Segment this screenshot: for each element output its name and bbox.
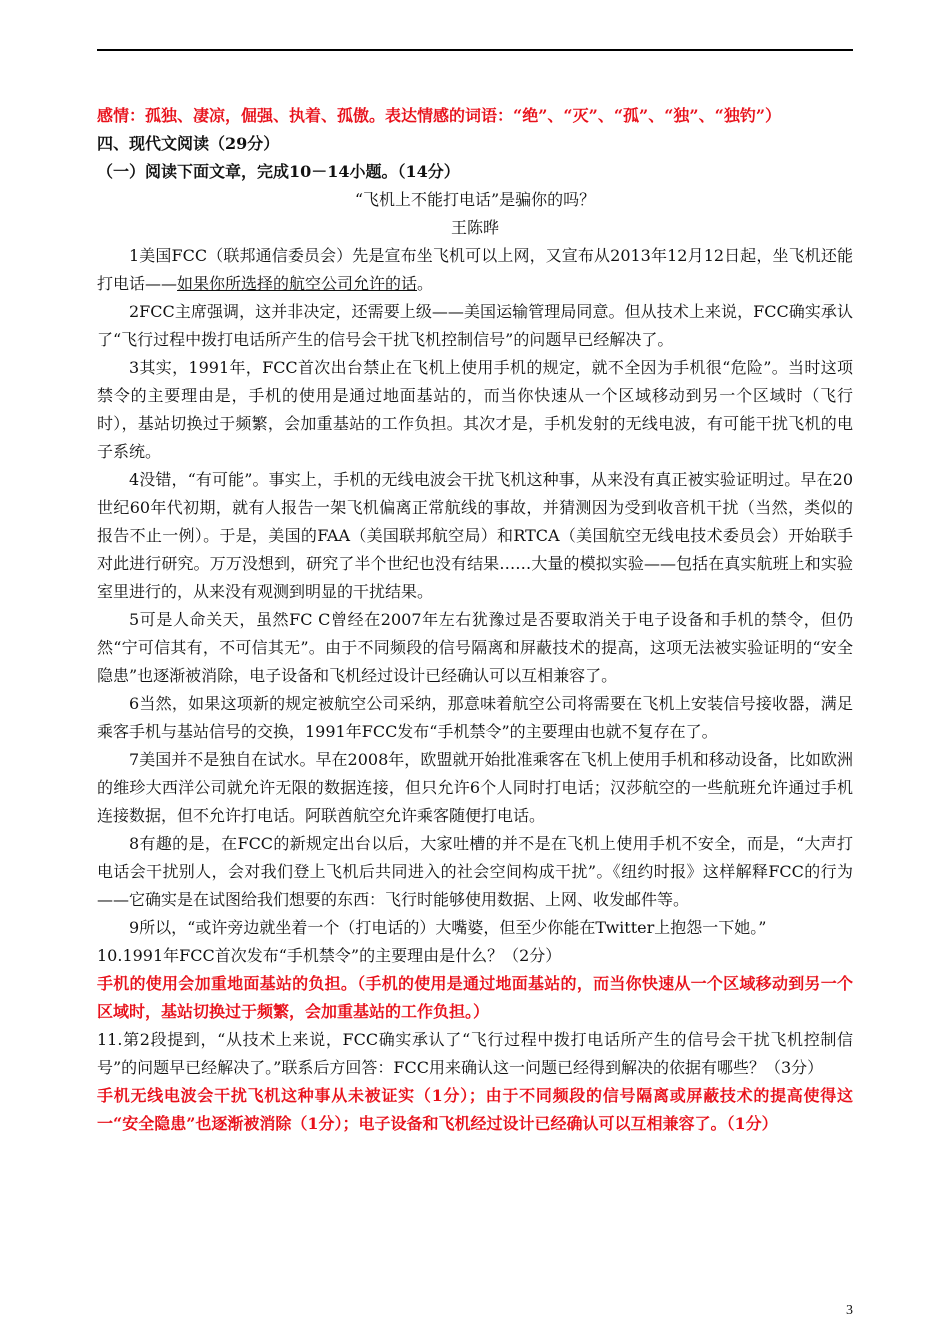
previous-answer: 感情：孤独、凄凉，倔强、执着、孤傲。表达情感的词语：“绝”、“灭”、“孤”、“独”、“独钓”） [97, 106, 782, 125]
header-rule [97, 49, 853, 51]
question-11: 11.第2段提到，“从技术上来说，FCC确实承认了“飞行过程中拨打电话所产生的信号会干扰飞机控制信号”的问题早已经解决了。”联系后方回答：FCC用来确认这一问题已经得到解决的依据有哪些？（3分） [97, 1030, 853, 1077]
section-title: 四、现代文阅读（29分） [97, 134, 280, 153]
paragraph-2: 2FCC主席强调，这并非决定，还需要上级——美国运输管理局同意。但从技术上来说，FCC确实承认了“飞行过程中拨打电话所产生的信号会干扰飞机控制信号”的问题早已经解决了。 [97, 302, 853, 349]
paragraph-8: 8有趣的是，在FCC的新规定出台以后，大家吐槽的并不是在飞机上使用手机不安全，而是，“大声打电话会干扰别人，会对我们登上飞机后共同进入的社会空间构成干扰”。《纽约时报》这样解释FCC的行为——它确实是在试图给我们想要的东西：飞行时能够使用数据、上网、收发邮件等。 [97, 834, 853, 909]
paragraph-4: 4没错，“有可能”。事实上，手机的无线电波会干扰飞机这种事，从来没有真正被实验证明过。早在20世纪60年代初期，就有人报告一架飞机偏离正常航线的事故，并猜测因为受到收音机干扰（当然，类似的报告不止一例）。于是，美国的FAA（美国联邦航空局）和RTCA（美国航空无线电技术委员会）开始联手对此进行研究。万万没想到，研究了半个世纪也没有结果……大量的模拟实验——包括在真实航班上和实验室里进行的，从来没有观测到明显的干扰结果。 [97, 470, 853, 601]
answer-11: 手机无线电波会干扰飞机这种事从未被证实（1分）；由于不同频段的信号隔离或屏蔽技术的提高使得这一“安全隐患”也逐渐被消除（1分）；电子设备和飞机经过设计已经确认可以互相兼容了。（1分） [97, 1086, 853, 1133]
paragraph-1-text: 1美国FCC（联邦通信委员会）先是宣布坐飞机可以上网，又宣布从2013年12月12日起，坐飞机还能打电话—— [97, 246, 853, 293]
page-number: 3 [846, 1303, 853, 1318]
question-10: 10.1991年FCC首次发布“手机禁令”的主要理由是什么？（2分） [97, 946, 562, 965]
paragraph-3: 3其实，1991年，FCC首次出台禁止在飞机上使用手机的规定，就不全因为手机很“危险”。当时这项禁令的主要理由是，手机的使用是通过地面基站的，而当你快速从一个区域移动到另一个区域时（飞行时），基站切换过于频繁，会加重基站的工作负担。其次才是，手机发射的无线电波，有可能干扰飞机的电子系统。 [97, 358, 853, 461]
underlined-phrase: 如果你所选择的航空公司允许的话 [177, 274, 418, 293]
article-author: 王陈晔 [450, 218, 499, 237]
page-content [97, 102, 853, 1138]
paragraph-6: 6当然，如果这项新的规定被航空公司采纳，那意味着航空公司将需要在飞机上安装信号接收器，满足乘客手机与基站信号的交换，1991年FCC发布“手机禁令”的主要理由也就不复存在了。 [97, 694, 853, 741]
paragraph-5: 5可是人命关天，虽然FC C曾经在2007年左右犹豫过是否要取消关于电子设备和手机的禁令，但仍然“宁可信其有，不可信其无”。由于不同频段的信号隔离和屏蔽技术的提高，这项无法被实验证明的“安全隐患”也逐渐被消除，电子设备和飞机经过设计已经确认可以互相兼容了。 [97, 610, 853, 685]
paragraph-1-end: 。 [417, 274, 434, 293]
sub-section-title: （一）阅读下面文章，完成10－14小题。（14分） [97, 162, 460, 181]
answer-10: 手机的使用会加重地面基站的负担。（手机的使用是通过地面基站的，而当你快速从一个区域移动到另一个区域时，基站切换过于频繁，会加重基站的工作负担。） [97, 974, 853, 1021]
paragraph-1 [97, 242, 853, 298]
paragraph-7: 7美国并不是独自在试水。早在2008年，欧盟就开始批准乘客在飞机上使用手机和移动设备，比如欧洲的维珍大西洋公司就允许无限的数据连接，但只允许6个人同时打电话；汉莎航空的一些航班允许通过手机连接数据，但不允许打电话。阿联酋航空允许乘客随便打电话。 [97, 750, 853, 825]
paragraph-9: 9所以，“或许旁边就坐着一个（打电话的）大嘴婆，但至少你能在Twitter上抱怨一下她。” [129, 918, 767, 937]
article-title: “飞机上不能打电话”是骗你的吗？ [354, 190, 596, 209]
